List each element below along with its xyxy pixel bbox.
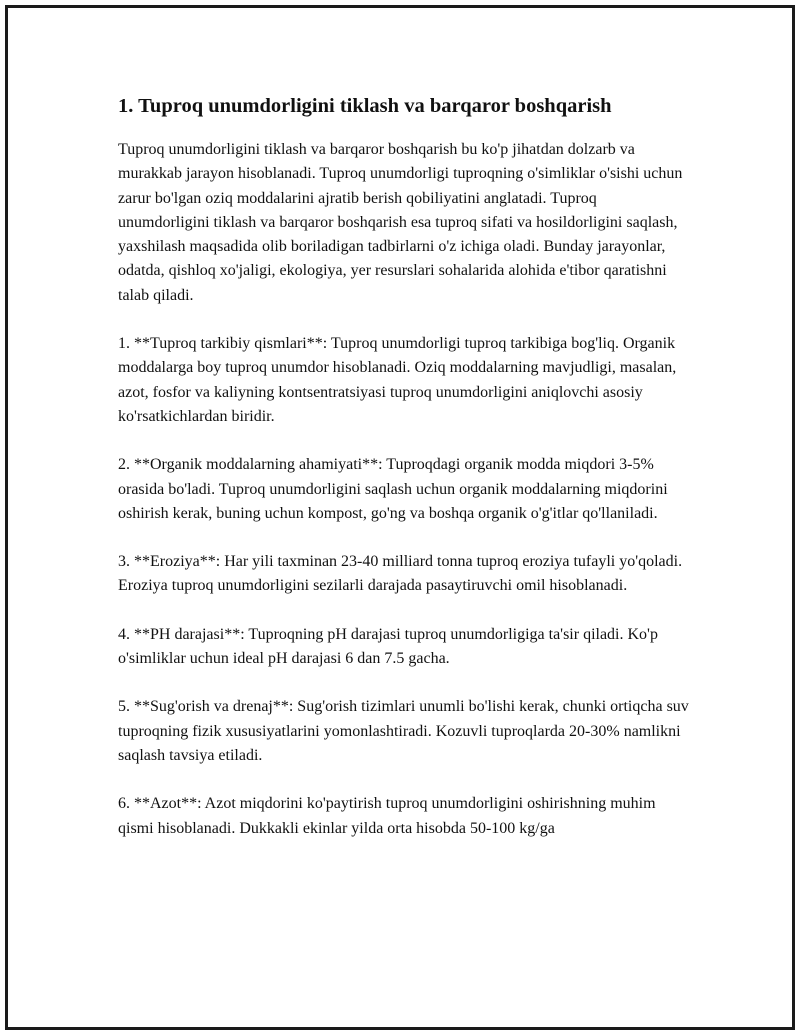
- paragraph-ph-level: 4. **PH darajasi**: Tuproqning pH darajasi tuproq unumdorligiga ta'sir qiladi. Ko'p o'simliklar uchun ideal pH darajasi 6 dan 7.5 gacha.: [118, 625, 658, 668]
- intro-paragraph: Tuproq unumdorligini tiklash va barqaror boshqarish bu ko'p jihatdan dolzarb va murakkab jarayon hisoblanadi. Tuproq unumdorligi tuproqning o'simliklar o'sishi uchun zarur bo'lgan oziq moddalarini ajratib berish qobiliyatini anglatadi. Tuproq unumdorligini tiklash va barqaror boshqarish esa tuproq sifati va hosildorligini saqlash, yaxshilash maqsadida olib boriladigan tadbirlarni o'z ichiga oladi. Bunday jarayonlar, odatda, qishloq xo'jaligi, ekologiya, yer resurslari sohalarida alohida e'tibor qaratishni talab qiladi.: [118, 141, 683, 304]
- paragraph-irrigation-drainage: 5. **Sug'orish va drenaj**: Sug'orish tizimlari unumli bo'lishi kerak, chunki ortiqcha suv tuproqning fizik xususiyatlarini yomonlashtiradi. Kozuvli tuproqlarda 20-30% namlikni saqlash tavsiya etiladi.: [118, 698, 689, 764]
- paragraph-organic-matter: 2. **Organik moddalarning ahamiyati**: Tuproqdagi organik modda miqdori 3-5% orasida bo'ladi. Tuproq unumdorligini saqlash uchun organik moddalarning miqdorini oshirish kerak, buning uchun kompost, go'ng va boshqa organik o'g'itlar qo'llaniladi.: [118, 456, 668, 522]
- paragraph-nitrogen: 6. **Azot**: Azot miqdorini ko'paytirish tuproq unumdorligini oshirishning muhim qismi hisoblanadi. Dukkakli ekinlar yilda orta hisobda 50-100 kg/ga: [118, 795, 656, 837]
- paragraph-erosion: 3. **Eroziya**: Har yili taxminan 23-40 milliard tonna tuproq eroziya tufayli yo'qoladi. Eroziya tuproq unumdorligini sezilarli darajada pasaytiruvchi omil hisoblanadi.: [118, 553, 683, 595]
- paragraph-soil-composition: 1. **Tuproq tarkibiy qismlari**: Tuproq unumdorligi tuproq tarkibiga bog'liq. Organik moddalarga boy tuproq unumdor hisoblanadi. Oziq moddalarning mavjudligi, masalan, azot, fosfor va kaliyning kontsentratsiyasi tuproq unumdorligini aniqlovchi asosiy ko'rsatkichlardan biridir.: [118, 335, 677, 425]
- section-heading: 1. Tuproq unumdorligini tiklash va barqaror boshqarish: [118, 95, 612, 117]
- document-body: [112, 92, 692, 865]
